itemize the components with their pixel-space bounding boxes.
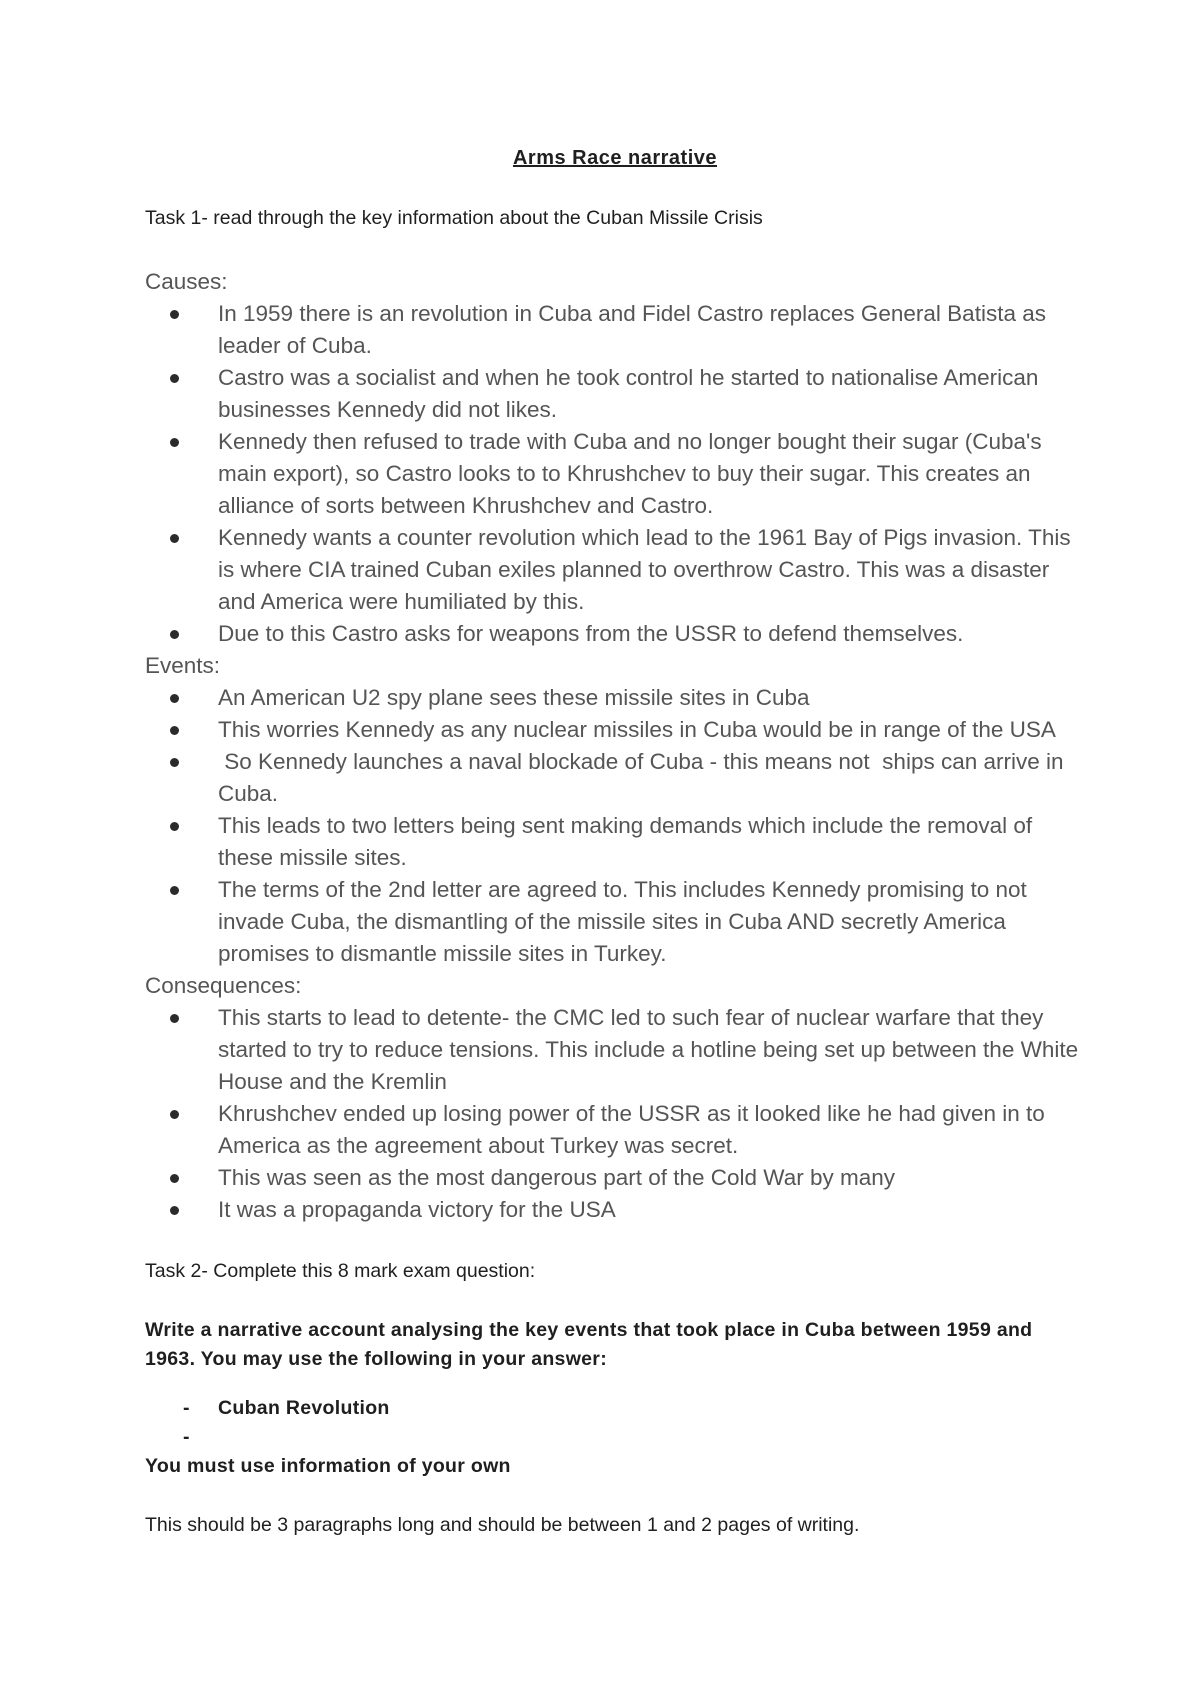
list-item-text: Cuban Revolution — [218, 1396, 390, 1419]
bullet-icon — [170, 374, 179, 383]
dash-marker: - — [183, 1425, 190, 1448]
suggestions-list — [145, 1394, 1085, 1452]
list-item-text: This starts to lead to detente- the CMC led to such fear of nuclear warfare that they started to try to reduce tensions. This include a hotline being set up between the White House and the Kremlin — [218, 1005, 1079, 1094]
document-title: Arms Race narrative — [512, 147, 718, 169]
list-item — [145, 1098, 1085, 1162]
list-item — [145, 810, 1085, 874]
bullet-icon — [170, 822, 179, 831]
list-item-text: This worries Kennedy as any nuclear missiles in Cuba would be in range of the USA — [218, 717, 1056, 742]
consequences-heading: Consequences: — [145, 973, 302, 998]
list-item-text: An American U2 spy plane sees these missile sites in Cuba — [218, 685, 810, 710]
bullet-icon — [170, 1206, 179, 1215]
dash-marker: - — [183, 1396, 190, 1419]
list-item — [145, 362, 1085, 426]
list-item-text: Kennedy wants a counter revolution which lead to the 1961 Bay of Pigs invasion. This is where CIA trained Cuban exiles planned to overthrow Castro. This was a disaster and America were humiliated by this. — [218, 525, 1071, 614]
list-item — [145, 682, 1085, 714]
bullet-icon — [170, 438, 179, 447]
list-item-text: This was seen as the most dangerous part of the Cold War by many — [218, 1165, 895, 1190]
list-item — [145, 1394, 1085, 1423]
list-item — [145, 1423, 1085, 1452]
causes-heading: Causes: — [145, 269, 228, 294]
events-list — [145, 682, 1085, 970]
document-content — [145, 144, 1085, 1539]
list-item — [145, 298, 1085, 362]
bullet-icon — [170, 1110, 179, 1119]
length-guidance: This should be 3 paragraphs long and should be between 1 and 2 pages of writing. — [145, 1513, 860, 1536]
list-item — [145, 618, 1085, 650]
list-item — [145, 1002, 1085, 1098]
list-item-text: Kennedy then refused to trade with Cuba and no longer bought their sugar (Cuba's main export), so Castro looks to to Khrushchev to buy their sugar. This creates an alliance of sorts between Khrushchev and Castro. — [218, 429, 1042, 518]
list-item — [145, 874, 1085, 970]
list-item-text: Castro was a socialist and when he took control he started to nationalise American businesses Kennedy did not likes. — [218, 365, 1039, 422]
bullet-icon — [170, 886, 179, 895]
bullet-icon — [170, 310, 179, 319]
events-heading: Events: — [145, 653, 221, 678]
list-item-text: So Kennedy launches a naval blockade of Cuba - this means not ships can arrive in Cuba. — [218, 749, 1070, 806]
list-item-text: The terms of the 2nd letter are agreed to. This includes Kennedy promising to not invade Cuba, the dismantling of the missile sites in Cuba AND secretly America promises to dismantle missile sites in Turkey. — [218, 877, 1027, 966]
list-item-text: Khrushchev ended up losing power of the USSR as it looked like he had given in to America as the agreement about Turkey was secret. — [218, 1101, 1045, 1158]
exam-question: Write a narrative account analysing the key events that took place in Cuba between 1959 and 1963. You may use the following in your answer: — [145, 1319, 1033, 1370]
list-item-text: Due to this Castro asks for weapons from the USSR to defend themselves. — [218, 621, 964, 646]
bullet-icon — [170, 694, 179, 703]
list-item — [145, 1162, 1085, 1194]
bullet-icon — [170, 534, 179, 543]
bullet-icon — [170, 758, 179, 767]
bullet-icon — [170, 630, 179, 639]
list-item — [145, 1194, 1085, 1226]
task-2-instruction: Task 2- Complete this 8 mark exam question: — [145, 1260, 536, 1282]
own-information-note: You must use information of your own — [145, 1454, 511, 1477]
list-item — [145, 714, 1085, 746]
task-1-instruction: Task 1- read through the key information about the Cuban Missile Crisis — [145, 207, 763, 229]
list-item — [145, 522, 1085, 618]
consequences-list — [145, 1002, 1085, 1226]
list-item-text: In 1959 there is an revolution in Cuba and Fidel Castro replaces General Batista as leader of Cuba. — [218, 301, 1046, 358]
list-item — [145, 746, 1085, 810]
bullet-icon — [170, 1014, 179, 1023]
bullet-icon — [170, 726, 179, 735]
list-item — [145, 426, 1085, 522]
list-item-text: This leads to two letters being sent making demands which include the removal of these missile sites. — [218, 813, 1033, 870]
bullet-icon — [170, 1174, 179, 1183]
list-item-text: It was a propaganda victory for the USA — [218, 1197, 616, 1222]
causes-list — [145, 298, 1085, 650]
